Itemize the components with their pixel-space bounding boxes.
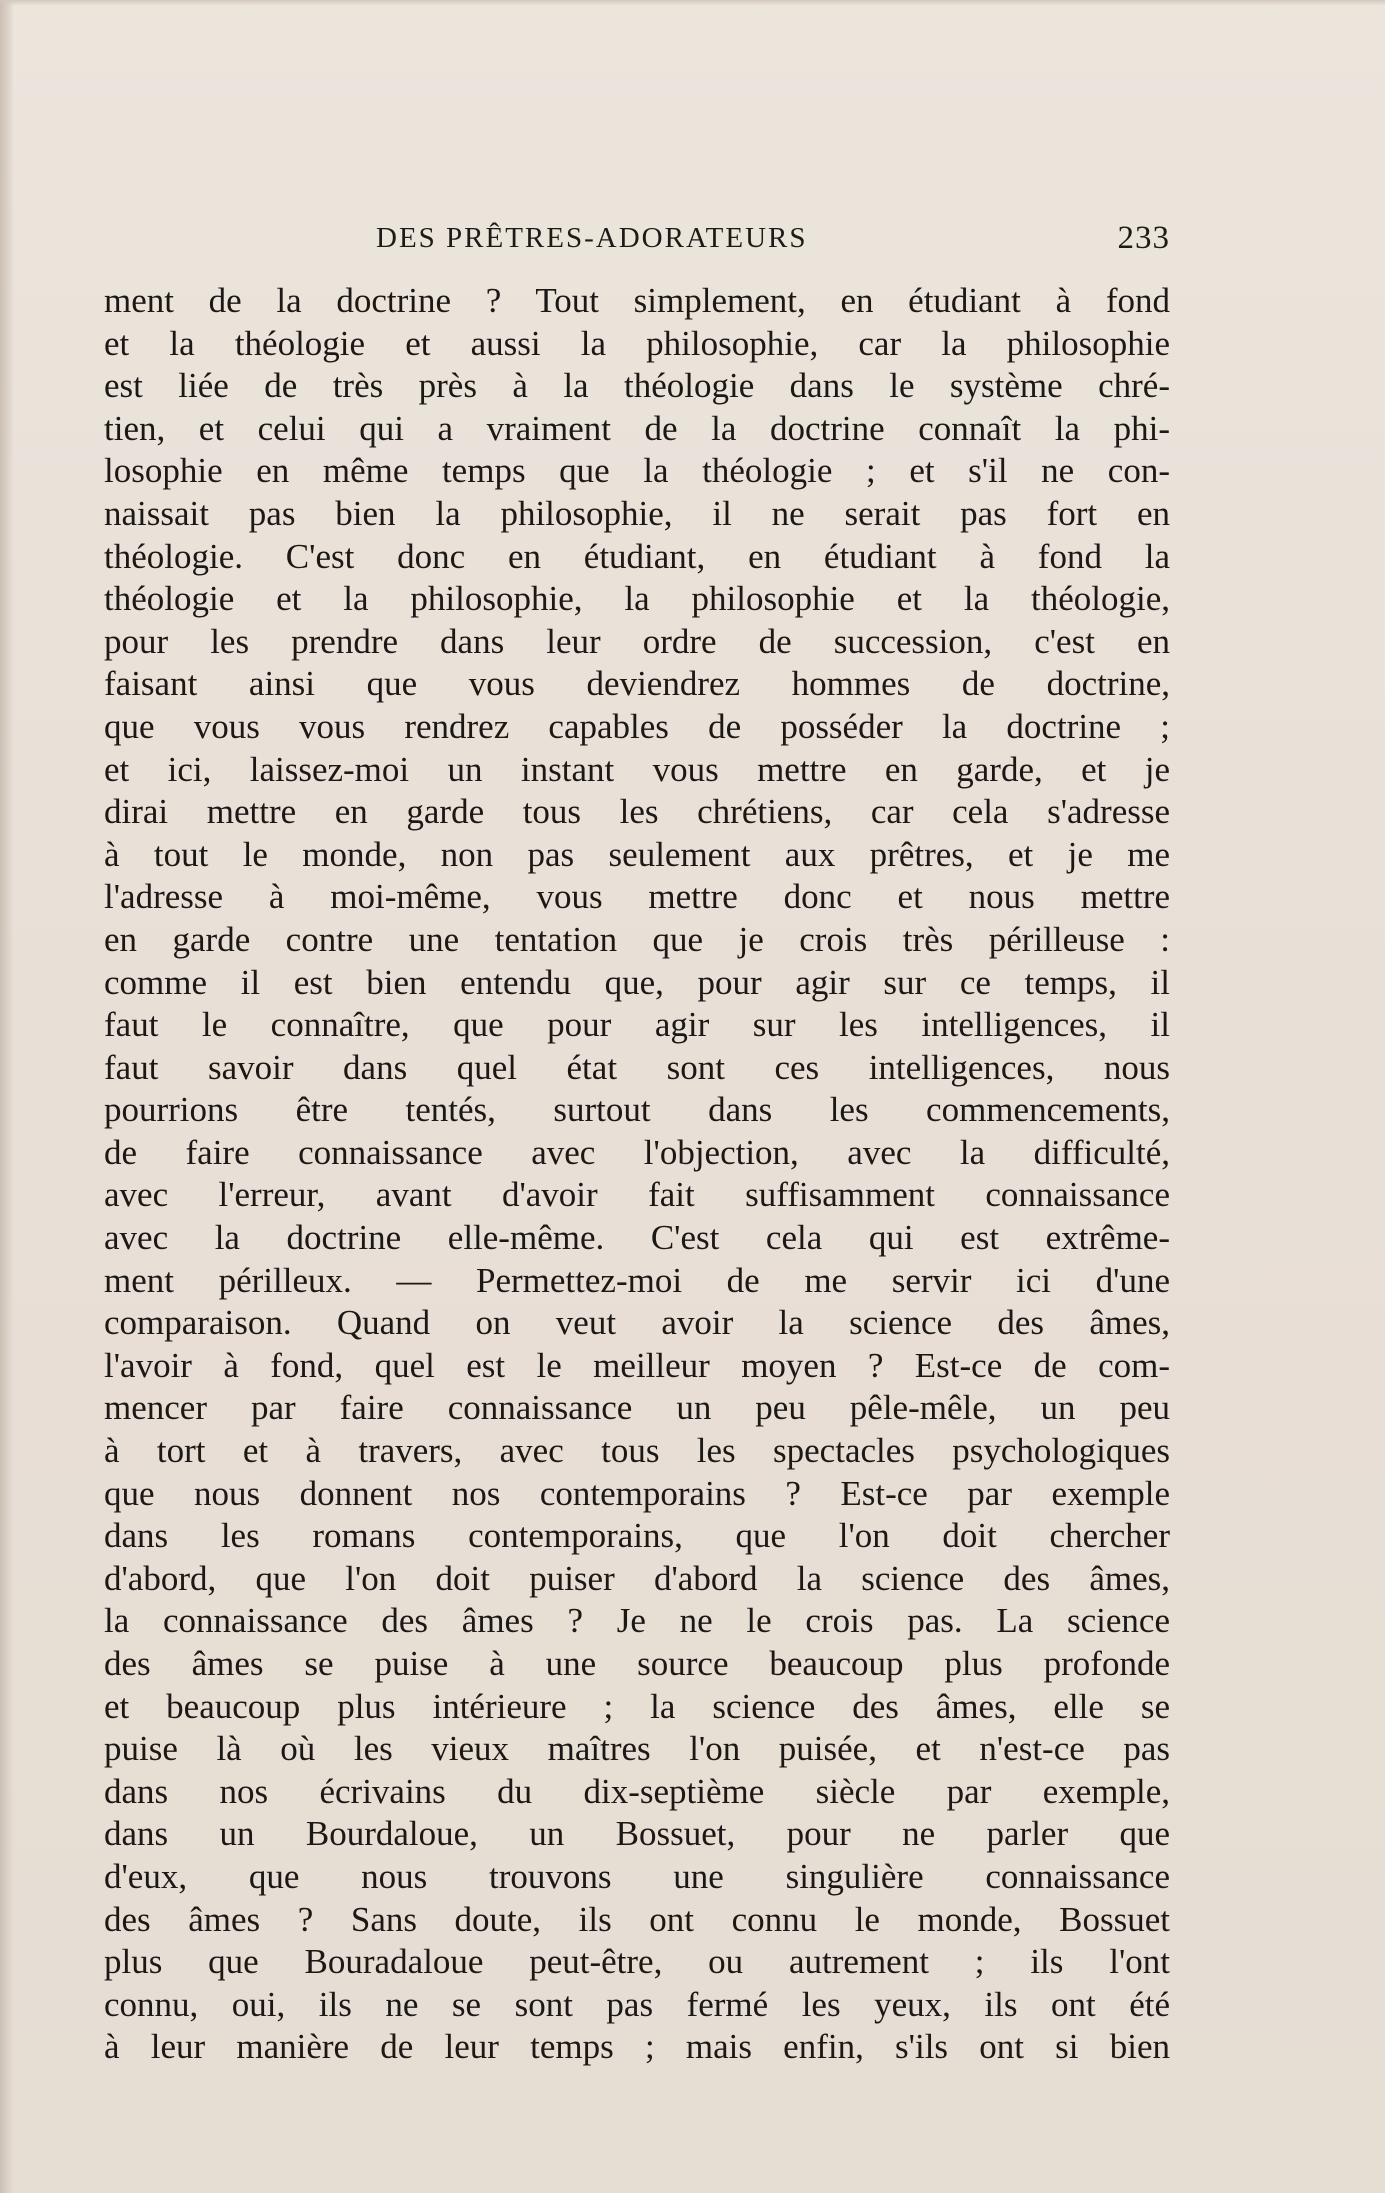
text-line: la connaissance des âmes ? Je ne le crois pas. La science	[104, 1601, 1170, 1641]
text-line: d'eux, que nous trouvons une singulière connaissance	[104, 1856, 1170, 1896]
running-title: DES PRÊTRES-ADORATEURS	[376, 222, 808, 254]
text-line: et la théologie et aussi la philosophie, car la philosophie	[104, 323, 1170, 363]
text-line: tien, et celui qui a vraiment de la doctrine connaît la phi-	[104, 408, 1170, 448]
text-line: et beaucoup plus intérieure ; la science des âmes, elle se	[104, 1686, 1170, 1726]
text-line: à tort et à travers, avec tous les spectacles psychologiques	[104, 1431, 1170, 1471]
text-line: d'abord, que l'on doit puiser d'abord la science des âmes,	[104, 1558, 1170, 1598]
text-line: losophie en même temps que la théologie ; et s'il ne con-	[104, 451, 1170, 491]
text-line: puise là où les vieux maîtres l'on puisée, et n'est-ce pas	[104, 1729, 1170, 1769]
text-line: dirai mettre en garde tous les chrétiens, car cela s'adresse	[104, 792, 1170, 832]
text-line: pourrions être tentés, surtout dans les commencements,	[104, 1090, 1170, 1130]
running-header	[104, 222, 1170, 262]
text-line: naissait pas bien la philosophie, il ne serait pas fort en	[104, 493, 1170, 533]
text-line: mencer par faire connaissance un peu pêle-mêle, un peu	[104, 1388, 1170, 1428]
text-line: dans un Bourdaloue, un Bossuet, pour ne parler que	[104, 1814, 1170, 1854]
text-line: que vous vous rendrez capables de posséder la doctrine ;	[104, 706, 1170, 746]
text-line: ment périlleux. — Permettez-moi de me servir ici d'une	[104, 1260, 1170, 1300]
text-line: à tout le monde, non pas seulement aux prêtres, et je me	[104, 834, 1170, 874]
text-line: plus que Bouradaloue peut-être, ou autrement ; ils l'ont	[104, 1942, 1170, 1982]
page-number: 233	[1117, 220, 1170, 256]
text-line: pour les prendre dans leur ordre de succession, c'est en	[104, 621, 1170, 661]
text-line: théologie et la philosophie, la philosophie et la théologie,	[104, 579, 1170, 619]
text-line: des âmes ? Sans doute, ils ont connu le monde, Bossuet	[104, 1899, 1170, 1939]
text-line: ment de la doctrine ? Tout simplement, en étudiant à fond	[104, 281, 1170, 320]
text-line: à leur manière de leur temps ; mais enfin, s'ils ont si bien	[104, 2027, 1170, 2067]
text-line: est liée de très près à la théologie dans le système chré-	[104, 366, 1170, 406]
text-line: des âmes se puise à une source beaucoup plus profonde	[104, 1644, 1170, 1683]
body-text	[104, 280, 1170, 2069]
text-line: théologie. C'est donc en étudiant, en étudiant à fond la	[104, 536, 1170, 576]
text-line: que nous donnent nos contemporains ? Est-ce par exemple	[104, 1473, 1170, 1513]
text-line: avec l'erreur, avant d'avoir fait suffisamment connaissance	[104, 1175, 1170, 1215]
text-line: et ici, laissez-moi un instant vous mettre en garde, et je	[104, 749, 1170, 789]
text-line: l'adresse à moi-même, vous mettre donc et nous mettre	[104, 877, 1170, 917]
text-line: comparaison. Quand on veut avoir la science des âmes,	[104, 1303, 1170, 1343]
text-line: de faire connaissance avec l'objection, avec la difficulté,	[104, 1132, 1170, 1172]
text-line: dans nos écrivains du dix-septième siècle par exemple,	[104, 1771, 1170, 1811]
text-line: connu, oui, ils ne se sont pas fermé les yeux, ils ont été	[104, 1984, 1170, 2024]
text-line: en garde contre une tentation que je crois très périlleuse :	[104, 919, 1170, 959]
page-top-edge	[0, 0, 1385, 6]
text-line: comme il est bien entendu que, pour agir sur ce temps, il	[104, 962, 1170, 1002]
text-line: faisant ainsi que vous deviendrez hommes de doctrine,	[104, 664, 1170, 704]
text-line: faut savoir dans quel état sont ces intelligences, nous	[104, 1047, 1170, 1087]
text-line: avec la doctrine elle-même. C'est cela qui est extrême-	[104, 1218, 1170, 1258]
text-line: dans les romans contemporains, que l'on doit chercher	[104, 1516, 1170, 1556]
text-line: faut le connaître, que pour agir sur les intelligences, il	[104, 1005, 1170, 1045]
page-gutter-shadow	[0, 0, 14, 2193]
text-line: l'avoir à fond, quel est le meilleur moyen ? Est-ce de com-	[104, 1345, 1170, 1385]
